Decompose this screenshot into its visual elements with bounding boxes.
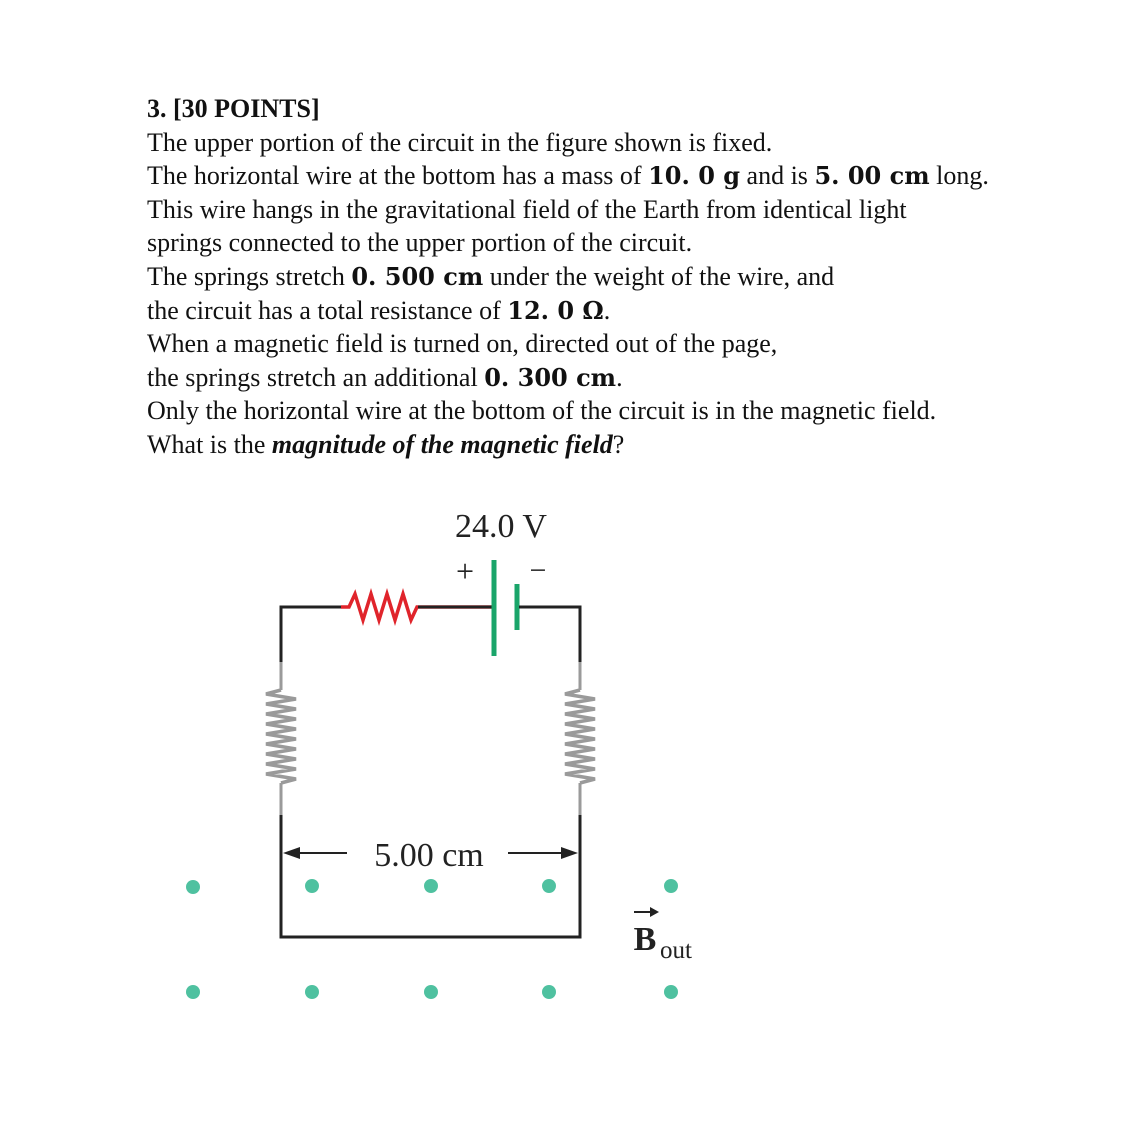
dimension-arrowhead-left: [283, 847, 300, 859]
text-fragment: long.: [929, 161, 989, 191]
field-dot: [664, 985, 678, 999]
magnetic-field-dots: [186, 879, 678, 999]
question-emphasis: magnitude of the magnetic field: [271, 429, 613, 459]
vector-arrowhead: [650, 907, 659, 917]
right-spring: [565, 690, 595, 783]
resistance-value: 12. 0 Ω: [507, 295, 604, 325]
field-dot: [542, 879, 556, 893]
top-left-wire: [281, 607, 341, 670]
battery-minus-sign: −: [529, 554, 547, 587]
field-dot: [305, 985, 319, 999]
text-fragment: ?: [612, 429, 625, 459]
text-fragment: The horizontal wire at the bottom has a mass of: [147, 161, 649, 191]
top-right-wire: [519, 607, 580, 670]
field-dot: [542, 985, 556, 999]
dimension-arrowhead-right: [561, 847, 578, 859]
field-dot: [664, 879, 678, 893]
battery-plus-sign: +: [455, 553, 475, 589]
text-fragment: the springs stretch an additional: [147, 362, 485, 392]
bottom-wire-loop: [281, 815, 580, 937]
field-dot: [424, 985, 438, 999]
field-dot: [424, 879, 438, 893]
field-dot: [186, 985, 200, 999]
width-dimension-label: 5.00 cm: [374, 837, 484, 874]
left-spring: [266, 690, 296, 783]
text-fragment: .: [603, 295, 611, 325]
problem-line-4: springs connected to the upper portion of the circuit.: [147, 228, 693, 258]
mass-value: 10. 0 g: [648, 161, 741, 191]
field-dot: [186, 880, 200, 894]
problem-line-1: The upper portion of the circuit in the figure shown is fixed.: [147, 127, 773, 157]
text-fragment: .: [616, 362, 623, 392]
text-fragment: the circuit has a total resistance of: [147, 295, 508, 325]
problem-line-9: Only the horizontal wire at the bottom of the circuit is in the magnetic field.: [147, 396, 937, 426]
text-fragment: under the weight of the wire, and: [483, 261, 835, 291]
text-fragment: The springs stretch: [147, 261, 352, 291]
length-value: 5. 00 cm: [814, 161, 930, 191]
problem-line-7: When a magnetic field is turned on, directed out of the page,: [147, 329, 778, 359]
additional-stretch-value: 0. 300 cm: [484, 362, 617, 392]
problem-title: 3. [30 POINTS]: [147, 94, 320, 123]
field-dot: [305, 879, 319, 893]
stretch-value: 0. 500 cm: [351, 261, 484, 291]
text-fragment: What is the: [147, 429, 272, 459]
voltage-label: 24.0 V: [455, 508, 547, 545]
problem-line-3: This wire hangs in the gravitational field of the Earth from identical light: [147, 194, 907, 224]
text-fragment: and is: [740, 161, 815, 191]
field-subscript: out: [660, 937, 692, 964]
field-symbol: B: [633, 921, 657, 958]
